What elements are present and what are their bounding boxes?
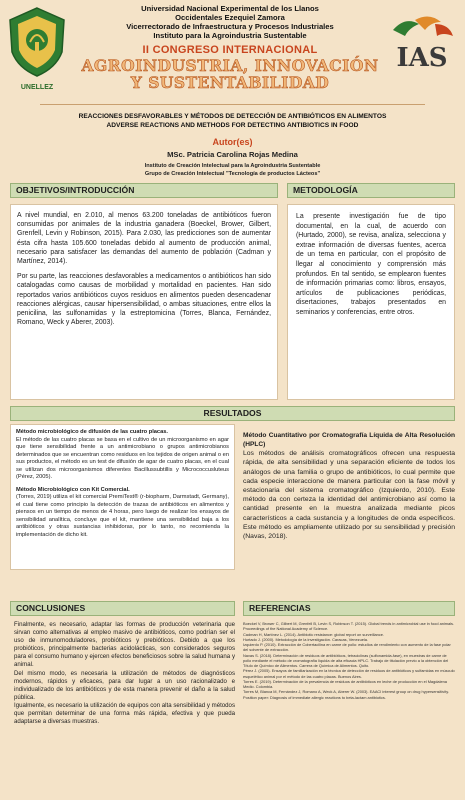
university-name [80,4,380,40]
authors-label: Autor(es) [212,137,253,147]
congress-title: II CONGRESO INTERNACIONAL [142,44,318,56]
reference-item: Hurtado J. (2000). Metodología de la investigación. Caracas, Venezuela. [243,636,369,642]
university-line: Universidad Nacional Experimental de los Llanos [141,4,319,13]
result-paragraph: (Torres, 2019) utiliza el kit comercial PremiTest® (r-biopharm, Darmstadt, Germany), el cual tiene como principio la detección de trazas de antibióticos en alimentos y piensos en un tiempo de menos de 4 horas, pero luego de realizar los ensayos de sensibilidad analítica, concluye que el kit, mantiene una sensibilidad baja a los antibióticos y otras sustancias inhibidoras, por lo tanto, no recomienda la implementación de dicho kit. [16,494,229,538]
university-line: Instituto para la Agroindustria Sustentable [153,31,307,40]
result-subheading: Método Microbiológico con Kit Comercial. [16,486,130,493]
ias-logo-icon [385,10,459,76]
reference-item: Navas S. (2018). Determinación de residuos de antibióticos, tetraciclinas (sulfonamida-fase), en muestras de carne de pollo mediante el método de cromatografía líquida de alta eficacia HPLC. Trabajo de titulación previo a la obtención del Título de Químico de Alimentos. Carrera de Química de Alimentos. Quito. [243,652,449,668]
affiliation-line: Grupo de Creación Intelectual "Tecnología de productos Lácteos" [144,171,321,177]
objetivos-box [10,204,278,400]
paper-title-en: ADVERSE REACTIONS AND METHODS FOR DETECTING ANTIBIOTICS IN FOOD [106,122,359,129]
author-name: MSc. Patricia Carolina Rojas Medina [167,150,298,159]
reference-item: Cadman H, Martínez L. (2014). Antibiotic resistance: global report on surveillance. [243,631,384,637]
reference-item: Torres M, Blanca M, Fernández J, Romano A, Weck A, Aberer W. (2003). EAACI interest group on drug hypersensitivity. Position paper: Diagnosis of immediate allergic reactions to beta-lactam antibiotics. [243,689,449,700]
reference-item: Boeckel V, Brower C, Gilbert M, Grenfell B, Levin S, Robinson T. (2015). Global trends in antimicrobial use in food animals. Proceedings of the National Academy of Science. [243,621,455,632]
event-title [70,57,390,91]
result-subheading: Método Cuantitativo por Cromatografía Líquida de Alta Resolución (HPLC) [243,432,455,448]
metodologia-paragraph: La presente investigación fue de tipo documental, en la cual, de acuerdo con (Hurtado, 2000), se revisa, analiza, selecciona y extrae información de diversas fuentes, acerca de un tema en particular, con el propósito de llegar al conocimiento y comprensión más profundos. En tal sentido, se emplearon fuentes de información primarias como: libros, ensayos, artículos de publicaciones periódicas, disertaciones, trabajos presentados en seminarios y conferencias, entre otros. [296,213,446,316]
objetivos-header: OBJETIVOS/INTRODUCCIÓN [10,183,278,198]
objetivos-paragraph: Por su parte, las reacciones desfavorables a medicamentos o antibióticos han sido catalogadas como causas de morbilidad y mortalidad en pacientes. Han sido reportados varios antibióticos cuyos residuos en alimentos pueden desencadenar reacciones alérgicas, causar hipersensibilidad, o ambas situaciones, entre ellos la penicilina, las sulfonamidas y la estreptomicina (Torres, Blanca, Fernández, Romano, Weck y Aberer, 2003). [17,273,271,327]
referencias-list [243,621,455,795]
conclusiones-header: CONCLUSIONES [10,601,235,616]
conclusiones-body [14,621,235,795]
result-paragraph: El método de las cuatro placas se basa en el cultivo de un microorganismo en agar que tiene sensibilidad frente a un antimicrobiano o grupos antimicrobianos determinados que se encuentran como residuos en los tejidos de origen animal o en sus productos, el método es un test de difusión de agar de cuatro placas, en el cual se utilizan dos microorganismos diferentes Bacillussubtillis y Micrococcusluteus (Pérez, 2005). [16,436,229,480]
event-title-line: Y SUSTENTABILIDAD [130,73,330,92]
header-divider [40,104,425,105]
result-subheading: Método microbiológico de difusión de las cuatro placas. [16,429,169,435]
resultados-left-box [10,424,235,570]
ias-logo-text: IAS [396,43,448,73]
metodologia-box [287,204,455,400]
conclusion-paragraph: Igualmente, es necesario la utilización de equipos con alta sensibilidad y métodos que permitan determinar de una forma más rápida, efectiva y que pueda adaptarse a diversas muestras. [14,701,235,726]
conclusion-paragraph: Del mismo modo, es necesaria la utilización de métodos de diagnósticos modernos, rápidos y eficaces, para dar lugar a un uso racionalizado e individualizado de los antibióticos y de esta manera prevenir el daño a la salud pública. [14,669,235,701]
unellez-logo-text: UNELLEZ [20,84,54,91]
resultados-right-column [243,432,455,572]
university-line: Vicerrectorado de Infraestructura y Procesos Industriales [126,22,334,31]
author-affiliation [10,162,455,178]
unellez-logo-icon [6,6,68,78]
resultados-header: RESULTADOS [10,406,455,421]
conclusion-paragraph: Finalmente, es necesario, adaptar las formas de producción veterinaria que sirvan como alternativas al empleo masivo de antibióticos, como podrían ser el uso de inmunomoduladores, probióticos y prebióticos. Debido a que los probióticos, principalmente bacterias acidolácticas, son considerados seguros para el consumo humano y ejercen efectos beneficiosos sobre la salud humana y animal. [14,621,235,669]
event-title-line: AGROINDUSTRIA, INNOVACIÓN [81,56,379,75]
reference-item: Pérez J. (2005). Ensayos de familiarización en la técnica de detección de residuos de antibióticos y sulfamidas en músculo esquelético animal por el método de las cuatro placas. Buenos Aires. [243,668,455,679]
objetivos-paragraph: A nivel mundial, en 2.010, al menos 63.200 toneladas de antibióticos fueron consumidas por animales de la industria ganadera (Boeckel, Brower, Gilbert, Grenfell, Levin y Robinson, 2015). Para 2.030, las predicciones son de aumentar ésta cifra hasta 105.600 toneladas debido al aumento de producción animal, necesario para satisfacer las demandas del aumento de población (Cadman y Martínez, 2014). [17,212,271,266]
metodologia-header: METODOLOGÍA [287,183,455,198]
affiliation-line: Instituto de Creación Intelectual para la Agroindustria Sustentable [144,163,321,169]
referencias-header: REFERENCIAS [243,601,455,616]
result-paragraph: Los métodos de análisis cromatográficos ofrecen una respuesta rápida, de alta sensibilidad y una separación eficiente de todos los análogos de una familia o grupo de antibióticos, lo cual permite que cada especie interaccione de manera particular con la fase móvil y estacionaria del sistema cromatográfico (Izquierdo, 2010). Este método da con certeza la identidad del antimicrobiano así como la cantidad presente en la muestra analizada mediante picos característicos a cada sustancia y a longitudes de onda específicos. Este método es ampliamente utilizado por su sensibilidad y precisión (Navas, 2018). [243,450,455,541]
poster-header [0,0,465,112]
university-line: Occidentales Ezequiel Zamora [175,13,285,22]
paper-title [10,112,455,130]
reference-item: Torres E. (2019). Determinación de la prevalencia de residuos de antibióticos en leche de producción en el Magdalena Medio. Colombia. [243,678,447,689]
reference-item: Izquierdo P. (2010). Extracción de Cobertacilina en carne de pollo: estudios de rendimiento con aumento de la fase polar del solvente de extracción. [243,642,451,653]
paper-title-es: REACCIONES DESFAVORABLES Y MÉTODOS DE DETECCIÓN DE ANTIBIÓTICOS EN ALIMENTOS [78,113,387,120]
